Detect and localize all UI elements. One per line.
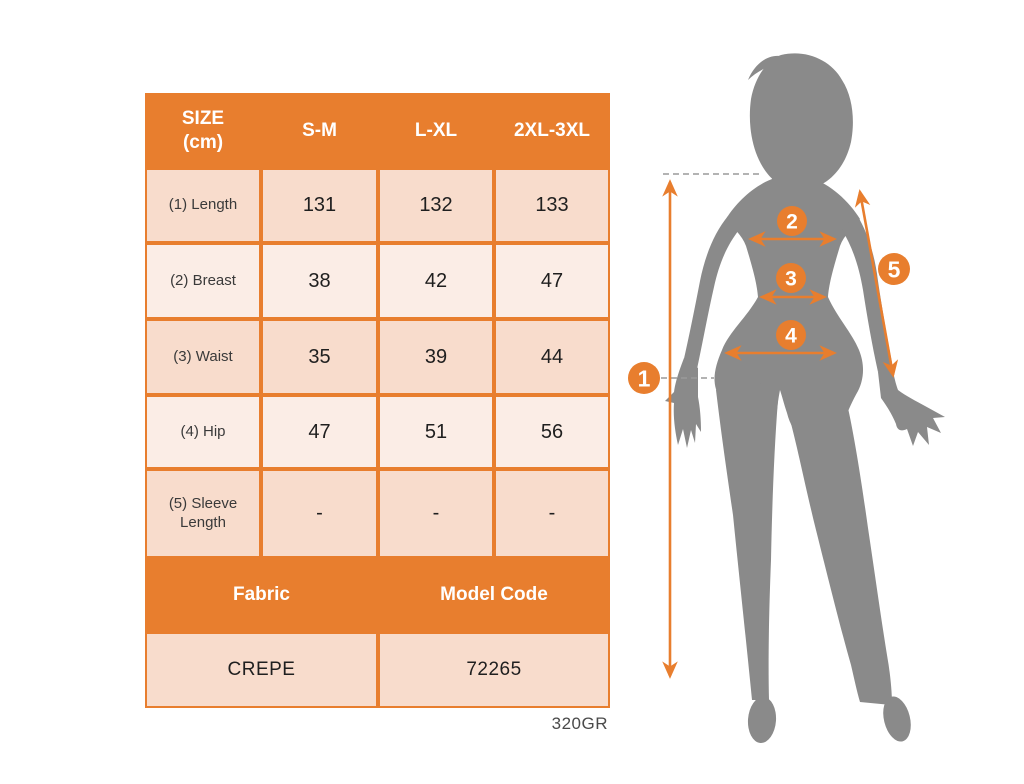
fabric-header-cell: Fabric bbox=[145, 558, 378, 632]
breast-sm: 38 bbox=[261, 243, 378, 319]
badge-5 bbox=[878, 253, 910, 285]
waist-sm: 35 bbox=[261, 319, 378, 395]
badge-2-number: 2 bbox=[786, 210, 798, 234]
hip-2xl3xl: 56 bbox=[494, 395, 610, 469]
size-header-line1: SIZE bbox=[181, 107, 225, 129]
sleeve-lxl: - bbox=[378, 469, 494, 558]
badge-1-number: 1 bbox=[637, 365, 651, 392]
sleeve-sm: - bbox=[261, 469, 378, 558]
badge-4-number: 4 bbox=[785, 324, 797, 348]
length-lxl: 132 bbox=[378, 168, 494, 243]
left-foot-shape bbox=[746, 696, 777, 744]
badge-1 bbox=[628, 362, 660, 394]
right-hand-shape bbox=[878, 360, 945, 446]
waist-2xl3xl: 44 bbox=[494, 319, 610, 395]
column-header-lxl: L-XL bbox=[378, 93, 494, 168]
hip-lxl: 51 bbox=[378, 395, 494, 469]
column-header-2xl3xl: 2XL-3XL bbox=[494, 93, 610, 168]
weight-note: 320GR bbox=[551, 714, 608, 733]
badge-2 bbox=[777, 206, 807, 236]
model-code-value: 72265 bbox=[378, 632, 610, 708]
left-leg-shape bbox=[716, 380, 779, 700]
sleeve-2xl3xl: - bbox=[494, 469, 610, 558]
length-sm: 131 bbox=[261, 168, 378, 243]
row-label-length: (1) Length bbox=[145, 168, 261, 243]
size-header-line2: (cm) bbox=[182, 131, 224, 153]
right-leg-shape bbox=[781, 388, 892, 705]
length-2xl3xl: 133 bbox=[494, 168, 610, 243]
model-code-header-cell: Model Code bbox=[378, 558, 610, 632]
badge-4 bbox=[776, 320, 806, 350]
hip-sm: 47 bbox=[261, 395, 378, 469]
column-header-sm: S-M bbox=[261, 93, 378, 168]
fabric-value: CREPE bbox=[145, 632, 378, 708]
row-label-waist: (3) Waist bbox=[145, 319, 261, 395]
breast-2xl3xl: 47 bbox=[494, 243, 610, 319]
waist-lxl: 39 bbox=[378, 319, 494, 395]
badge-5-number: 5 bbox=[887, 256, 901, 283]
breast-lxl: 42 bbox=[378, 243, 494, 319]
row-label-sleeve-length: (5) Sleeve Length bbox=[145, 469, 261, 558]
row-label-hip: (4) Hip bbox=[145, 395, 261, 469]
female-body-silhouette bbox=[665, 53, 945, 744]
badge-3 bbox=[776, 263, 806, 293]
badge-3-number: 3 bbox=[785, 267, 797, 291]
row-label-breast: (2) Breast bbox=[145, 243, 261, 319]
